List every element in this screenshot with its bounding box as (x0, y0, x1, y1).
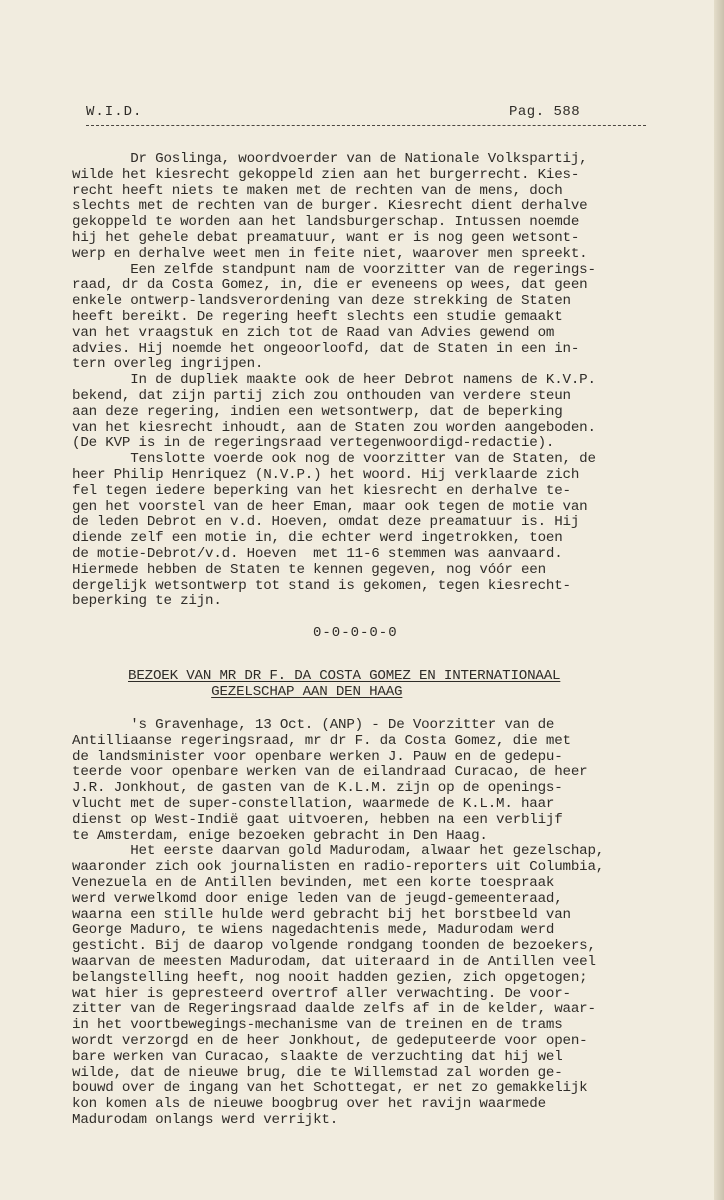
text-line: wat hier is gepresteerd overtrof aller verwachting. De voor- (72, 985, 571, 1002)
text-line: wilde het kiesrecht gekoppeld zien aan het burgerrecht. Kies- (72, 166, 580, 183)
text-line: In de dupliek maakte ook de heer Debrot namens de K.V.P. (72, 372, 596, 389)
text-line: Hiermede hebben de Staten te kennen gegeven, nog vóór een (72, 561, 546, 578)
text-line: tern overleg ingrijpen. (72, 356, 264, 373)
text-line: de landsminister voor openbare werken J. Pauw en de gedepu- (72, 748, 563, 765)
text-line: in het voortbewegings-mechanisme van de treinen en de trams (72, 1017, 563, 1034)
header-rule (86, 125, 646, 126)
section-1-text (72, 152, 672, 610)
text-line: enkele ontwerp-landsverordening van deze strekking de Staten (72, 293, 571, 310)
text-line: bouwd over de ingang van het Schottegat, er net zo gemakkelijk (72, 1080, 588, 1097)
text-line: te Amsterdam, enige bezoeken gebracht in Den Haag. (72, 827, 488, 844)
text-line: dergelijk wetsontwerp tot stand is gekomen, tegen kiesrecht- (72, 577, 571, 594)
text-line: van het vraagstuk en zich tot de Raad van Advies gewend om (72, 324, 555, 341)
text-line: recht heeft niets te maken met de rechten van de mens, doch (72, 182, 563, 199)
section-separator: 0-0-0-0-0 (313, 625, 398, 641)
text-line: werd verwelkomd door enige leden van de jeugd-gemeenteraad, (72, 890, 563, 907)
header-source: W.I.D. (86, 104, 143, 120)
text-line: raad, dr da Costa Gomez, in, die er eveneens op wees, dat geen (72, 277, 588, 294)
page-binding-edge (714, 0, 724, 1200)
text-line: waarna een stille hulde werd gebracht bij het borstbeeld van (72, 906, 571, 923)
text-line: vlucht met de super-constellation, waarmede de K.L.M. haar (72, 795, 555, 812)
text-line: dienst op West-Indië gaat uitvoeren, hebben na een verblijf (72, 811, 563, 828)
text-line: de motie-Debrot/v.d. Hoeven met 11-6 stemmen was aanvaard. (72, 545, 563, 562)
text-line: waaronder zich ook journalisten en radio-reporters uit Columbia, (72, 859, 605, 876)
article-title (128, 668, 628, 700)
text-line: Dr Goslinga, woordvoerder van de Nationale Volkspartij, (72, 151, 588, 167)
text-line: werp en derhalve weet men in feite niet, waarover men spreekt. (72, 245, 588, 262)
text-line: kon komen als de nieuwe boogbrug over het ravijn waarmede (72, 1096, 546, 1113)
text-line: aan deze regering, indien een wetsontwerp, dat de beperking (72, 403, 563, 420)
text-line: beperking te zijn. (72, 593, 222, 610)
header-page-number: Pag. 588 (509, 104, 581, 120)
text-line: fel tegen iedere beperking van het kiesrecht en derhalve te- (72, 482, 571, 499)
text-line: belangstelling heeft, nog nooit hadden gezien, zich opgetogen; (72, 969, 588, 986)
text-line: teerde voor openbare werken van de eilandraad Curacao, de heer (72, 764, 588, 781)
text-line: (De KVP is in de regeringsraad vertegenwoordigd-redactie). (72, 435, 555, 452)
text-line: waarvan de meesten Madurodam, dat uiteraard in de Antillen veel (72, 953, 596, 970)
text-line: zitter van de Regeringsraad daalde zelfs af in de kelder, waar- (72, 1001, 596, 1018)
text-line: wilde, dat de nieuwe brug, die te Willemstad zal worden ge- (72, 1064, 563, 1081)
text-line: gesticht. Bij de daarop volgende rondgang toonden de bezoekers, (72, 938, 596, 955)
text-line: gekoppeld te worden aan het landsburgerschap. Intussen noemde (72, 214, 580, 231)
article-title-line-2: GEZELSCHAP AAN DEN HAAG (211, 684, 403, 700)
text-line: Tenslotte voerde ook nog de voorzitter van de Staten, de (72, 451, 596, 468)
text-line: bekend, dat zijn partij zich zou onthouden van verdere steun (72, 387, 571, 404)
text-line: van het kiesrecht inhoudt, aan de Staten zou worden aangeboden. (72, 419, 596, 436)
text-line: bare werken van Curacao, slaakte de verzuchting dat hij wel (72, 1048, 563, 1065)
text-line: diende zelf een motie in, die echter werd ingetrokken, toen (72, 530, 563, 547)
text-line: 's Gravenhage, 13 Oct. (ANP) - De Voorzitter van de (72, 717, 555, 733)
text-line: gen het voorstel van de heer Eman, maar ook tegen de motie van (72, 498, 588, 515)
text-line: heer Philip Henriquez (N.V.P.) het woord. Hij verklaarde zich (72, 466, 580, 483)
text-line: advies. Hij noemde het ongeoorloofd, dat de Staten in een in- (72, 340, 580, 357)
page-header (86, 104, 646, 128)
text-line: Antilliaanse regeringsraad, mr dr F. da Costa Gomez, die met (72, 732, 571, 749)
text-line: de leden Debrot en v.d. Hoeven, omdat deze preamatuur is. Hij (72, 514, 580, 531)
text-line: Een zelfde standpunt nam de voorzitter van de regerings- (72, 261, 596, 278)
text-line: J.R. Jonkhout, de gasten van de K.L.M. zijn op de openings- (72, 780, 563, 797)
section-2-text (72, 718, 677, 1129)
text-line: wordt verzorgd en de heer Jonkhout, de gedeputeerde voor open- (72, 1032, 588, 1049)
article-title-line-1: BEZOEK VAN MR DR F. DA COSTA GOMEZ EN INTERNATIONAAL (128, 668, 561, 684)
text-line: Het eerste daarvan gold Madurodam, alwaar het gezelschap, (72, 843, 605, 860)
text-line: hij het gehele debat preamatuur, want er is nog geen wetsont- (72, 229, 580, 246)
text-line: George Maduro, te wiens nagedachtenis mede, Madurodam werd (72, 922, 555, 939)
text-line: heeft bereikt. De regering heeft slechts een studie gemaakt (72, 308, 563, 325)
text-line: Venezuela en de Antillen bevinden, met een korte toespraak (72, 874, 555, 891)
text-line: Madurodam onlangs werd verrijkt. (72, 1111, 339, 1128)
text-line: slechts met de rechten van de burger. Kiesrecht dient derhalve (72, 198, 588, 215)
